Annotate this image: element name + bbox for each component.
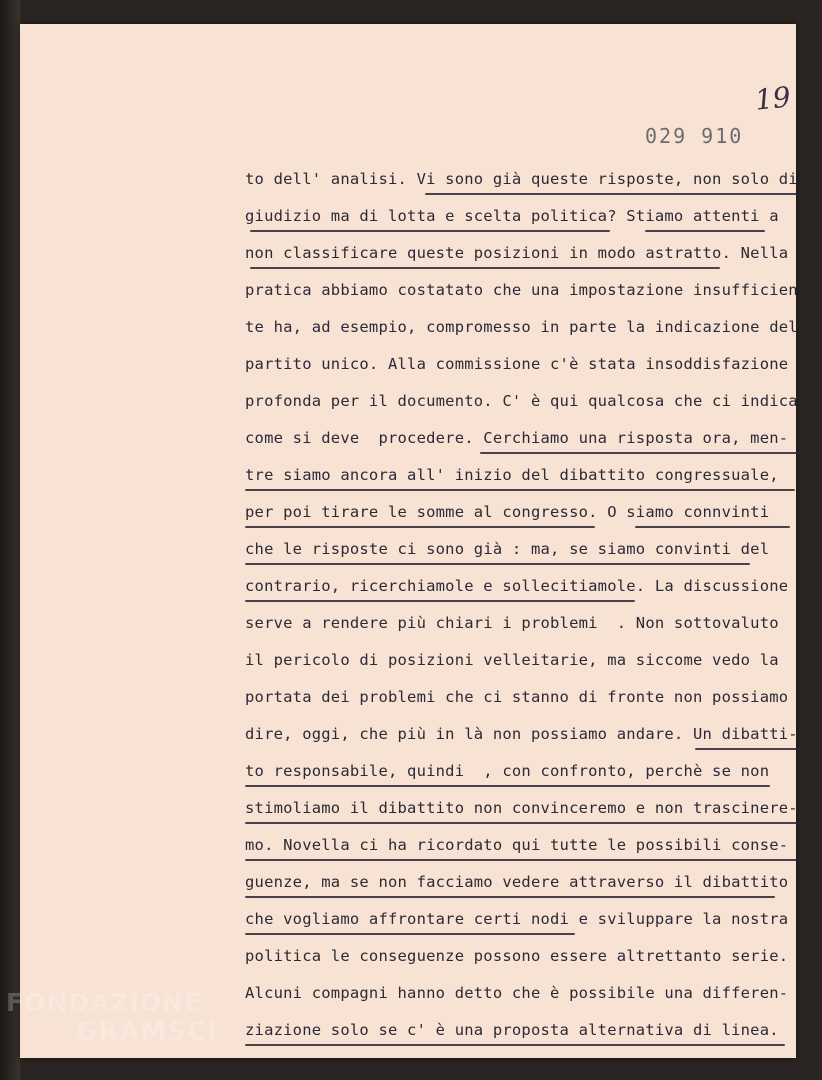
handwritten-underline — [250, 230, 610, 232]
handwritten-underline — [245, 933, 575, 935]
handwritten-underline — [425, 193, 805, 195]
text-line: partito unico. Alla commissione c'è stata insoddisfazione — [245, 355, 789, 373]
text-line: per poi tirare le somme al congresso. O siamo connvinti — [245, 503, 770, 521]
watermark-line-1: FONDAZIONE — [6, 988, 203, 1017]
binder-edge — [0, 0, 20, 1080]
handwritten-underline — [245, 859, 800, 861]
text-line: il pericolo di posizioni velleitarie, ma siccome vedo la — [245, 651, 779, 669]
text-line: che le risposte ci sono già : ma, se siamo convinti del — [245, 540, 770, 558]
text-line: profonda per il documento. C' è qui qualcosa che ci indica — [245, 392, 798, 410]
archive-number: 029 910 — [645, 124, 744, 148]
text-line: mo. Novella ci ha ricordato qui tutte le possibili conse- — [245, 836, 789, 854]
handwritten-underline — [245, 526, 595, 528]
text-line: dire, oggi, che più in là non possiamo andare. Un dibatti- — [245, 725, 798, 743]
text-line: contrario, ricerchiamole e sollecitiamole. La discussione — [245, 577, 789, 595]
text-line: giudizio ma di lotta e scelta politica? Stiamo attenti a — [245, 207, 779, 225]
text-line: ziazione solo se c' è una proposta alternativa di linea. — [245, 1021, 779, 1039]
text-line: Alcuni compagni hanno detto che è possibile una differen- — [245, 984, 789, 1002]
document-page — [20, 24, 808, 1058]
handwritten-page-number: 19 — [753, 80, 793, 117]
text-line: to responsabile, quindi , con confronto, perchè se non — [245, 762, 770, 780]
handwritten-underline — [245, 785, 770, 787]
text-line: non classificare queste posizioni in modo astratto. Nella — [245, 244, 789, 262]
text-line: serve a rendere più chiari i problemi . Non sottovaluto — [245, 614, 779, 632]
text-line: pratica abbiamo costatato che una impostazione insufficien- — [245, 281, 808, 299]
handwritten-underline — [245, 600, 635, 602]
text-line: stimoliamo il dibattito non convinceremo e non trascinere- — [245, 799, 798, 817]
watermark-line-2: GRAMSCI — [76, 1017, 218, 1047]
text-line: guenze, ma se non facciamo vedere attraverso il dibattito — [245, 873, 789, 891]
text-line: portata dei problemi che ci stanno di fronte non possiamo — [245, 688, 789, 706]
text-line: to dell' analisi. Vi sono già queste risposte, non solo di — [245, 170, 798, 188]
handwritten-underline — [480, 452, 800, 454]
handwritten-underline — [695, 748, 800, 750]
handwritten-underline — [245, 896, 775, 898]
handwritten-underline — [245, 822, 800, 824]
text-line: te ha, ad esempio, compromesso in parte la indicazione del — [245, 318, 798, 336]
handwritten-underline — [245, 563, 750, 565]
fondazione-gramsci-watermark — [6, 990, 218, 1045]
handwritten-underline — [635, 526, 790, 528]
handwritten-underline — [645, 230, 765, 232]
handwritten-underline — [250, 267, 720, 269]
text-line: politica le conseguenze possono essere altrettanto serie. — [245, 947, 789, 965]
text-line: tre siamo ancora all' inizio del dibattito congressuale, — [245, 466, 779, 484]
handwritten-underline — [245, 1044, 785, 1046]
text-line: che vogliamo affrontare certi nodi e sviluppare la nostra — [245, 910, 789, 928]
text-line: come si deve procedere. Cerchiamo una risposta ora, men- — [245, 429, 789, 447]
handwritten-underline — [245, 489, 795, 491]
